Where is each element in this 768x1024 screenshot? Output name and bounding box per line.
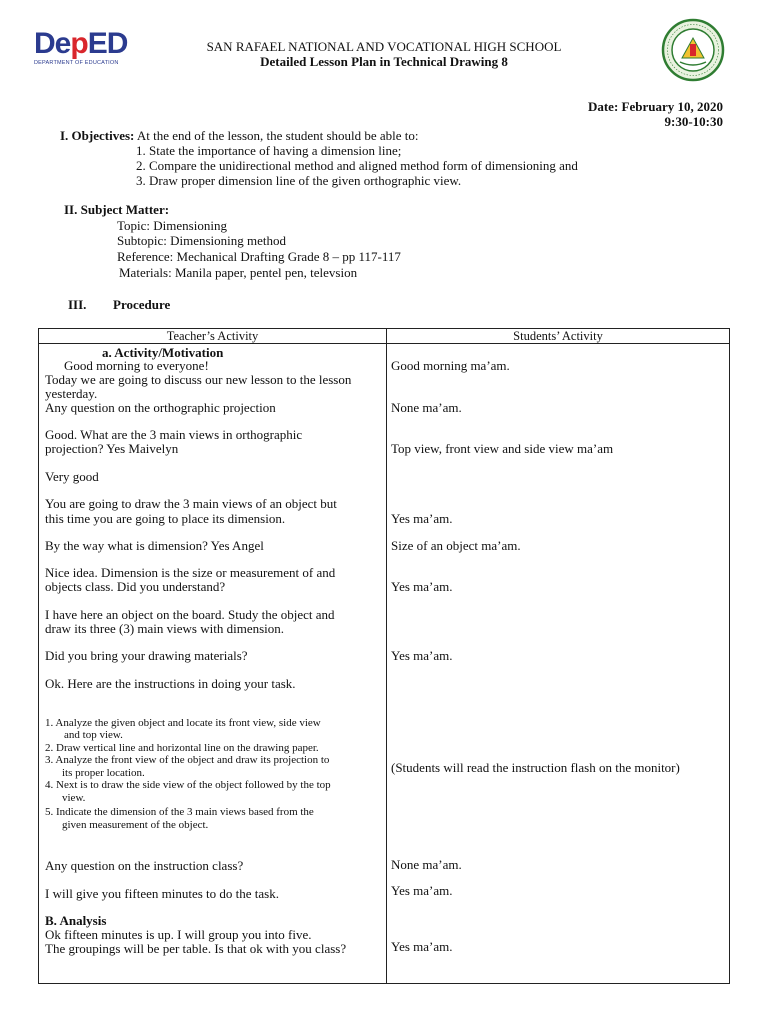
student-response: Yes ma’am.: [391, 883, 453, 898]
teacher-column-header: Teacher’s Activity: [166, 329, 259, 343]
plan-title: Detailed Lesson Plan in Technical Drawing 8: [260, 54, 508, 69]
instruction-line: 1. Analyze the given object and locate its front view, side view: [45, 717, 321, 729]
header-divider: [39, 343, 729, 344]
teacher-line: Any question on the instruction class?: [45, 858, 244, 873]
instruction-line: view.: [62, 792, 86, 804]
teacher-line: I have here an object on the board. Study the object and: [45, 607, 335, 622]
subject-matter-label: II. Subject Matter:: [64, 202, 170, 217]
subject-subtopic: Subtopic: Dimensioning method: [117, 233, 286, 248]
student-response: (Students will read the instruction flash on the monitor): [391, 760, 680, 775]
teacher-line: The groupings will be per table. Is that ok with you class?: [45, 941, 347, 956]
student-response: None ma’am.: [391, 400, 462, 415]
teacher-line: Very good: [45, 469, 99, 484]
procedure-numeral: III.: [68, 297, 87, 312]
teacher-line: You are going to draw the 3 main views of an object but: [45, 496, 337, 511]
instruction-line: its proper location.: [62, 767, 145, 779]
instruction-line: 3. Analyze the front view of the object and draw its projection to: [45, 754, 330, 766]
student-response: Yes ma’am.: [391, 579, 453, 594]
teacher-line: Did you bring your drawing materials?: [45, 648, 248, 663]
lesson-time: 9:30-10:30: [664, 114, 723, 129]
instruction-line: 4. Next is to draw the side view of the object followed by the top: [45, 779, 331, 791]
teacher-line: Ok. Here are the instructions in doing your task.: [45, 676, 296, 691]
objectives-label: I. Objectives:: [60, 128, 135, 143]
teacher-line: draw its three (3) main views with dimension.: [45, 621, 285, 636]
subject-materials: Materials: Manila paper, pentel pen, televsion: [119, 265, 358, 280]
objective-item: 1. State the importance of having a dimension line;: [136, 143, 402, 158]
student-response: Yes ma’am.: [391, 648, 453, 663]
subject-topic: Topic: Dimensioning: [117, 218, 227, 233]
teacher-line: yesterday.: [45, 386, 98, 401]
procedure-label: Procedure: [113, 297, 171, 312]
objectives-intro: At the end of the lesson, the student should be able to:: [134, 128, 419, 143]
lesson-date: Date: February 10, 2020: [587, 99, 723, 114]
objective-item: 3. Draw proper dimension line of the given orthographic view.: [136, 173, 462, 188]
objectives-heading: [60, 128, 419, 143]
instruction-line: 5. Indicate the dimension of the 3 main views based from the: [45, 806, 314, 818]
student-response: Good morning ma’am.: [391, 358, 510, 373]
teacher-line: objects class. Did you understand?: [45, 579, 226, 594]
instruction-line: and top view.: [64, 729, 123, 741]
teacher-line: I will give you fifteen minutes to do the task.: [45, 886, 279, 901]
school-name: SAN RAFAEL NATIONAL AND VOCATIONAL HIGH SCHOOL: [206, 39, 562, 54]
students-column-header: Students’ Activity: [513, 329, 603, 343]
objective-item: 2. Compare the unidirectional method and aligned method form of dimensioning and: [136, 158, 578, 173]
teacher-line: Ok fifteen minutes is up. I will group you into five.: [45, 927, 312, 942]
teacher-line: projection? Yes Maivelyn: [45, 441, 179, 456]
column-divider: [386, 329, 387, 983]
teacher-line: Nice idea. Dimension is the size or measurement of and: [45, 565, 336, 580]
section-activity-motivation: a. Activity/Motivation: [102, 345, 224, 360]
instruction-line: given measurement of the object.: [62, 819, 209, 831]
teacher-line: Today we are going to discuss our new lesson to the lesson: [45, 372, 352, 387]
section-analysis: B. Analysis: [45, 913, 107, 928]
student-response: Size of an object ma’am.: [391, 538, 521, 553]
student-response: Yes ma’am.: [391, 511, 453, 526]
teacher-line: this time you are going to place its dimension.: [45, 511, 286, 526]
teacher-line: By the way what is dimension? Yes Angel: [45, 538, 264, 553]
teacher-line: Good. What are the 3 main views in orthographic: [45, 427, 303, 442]
student-response: Top view, front view and side view ma’am: [391, 441, 614, 456]
deped-logo-text: DepED: [34, 27, 128, 60]
student-response: Yes ma’am.: [391, 939, 453, 954]
student-response: None ma’am.: [391, 857, 462, 872]
instruction-line: 2. Draw vertical line and horizontal line on the drawing paper.: [45, 742, 319, 754]
subject-reference: Reference: Mechanical Drafting Grade 8 – pp 117-117: [117, 249, 401, 264]
teacher-line: Any question on the orthographic projection: [45, 400, 276, 415]
teacher-line: Good morning to everyone!: [64, 358, 209, 373]
deped-logo-subtext: DEPARTMENT OF EDUCATION: [34, 60, 119, 66]
